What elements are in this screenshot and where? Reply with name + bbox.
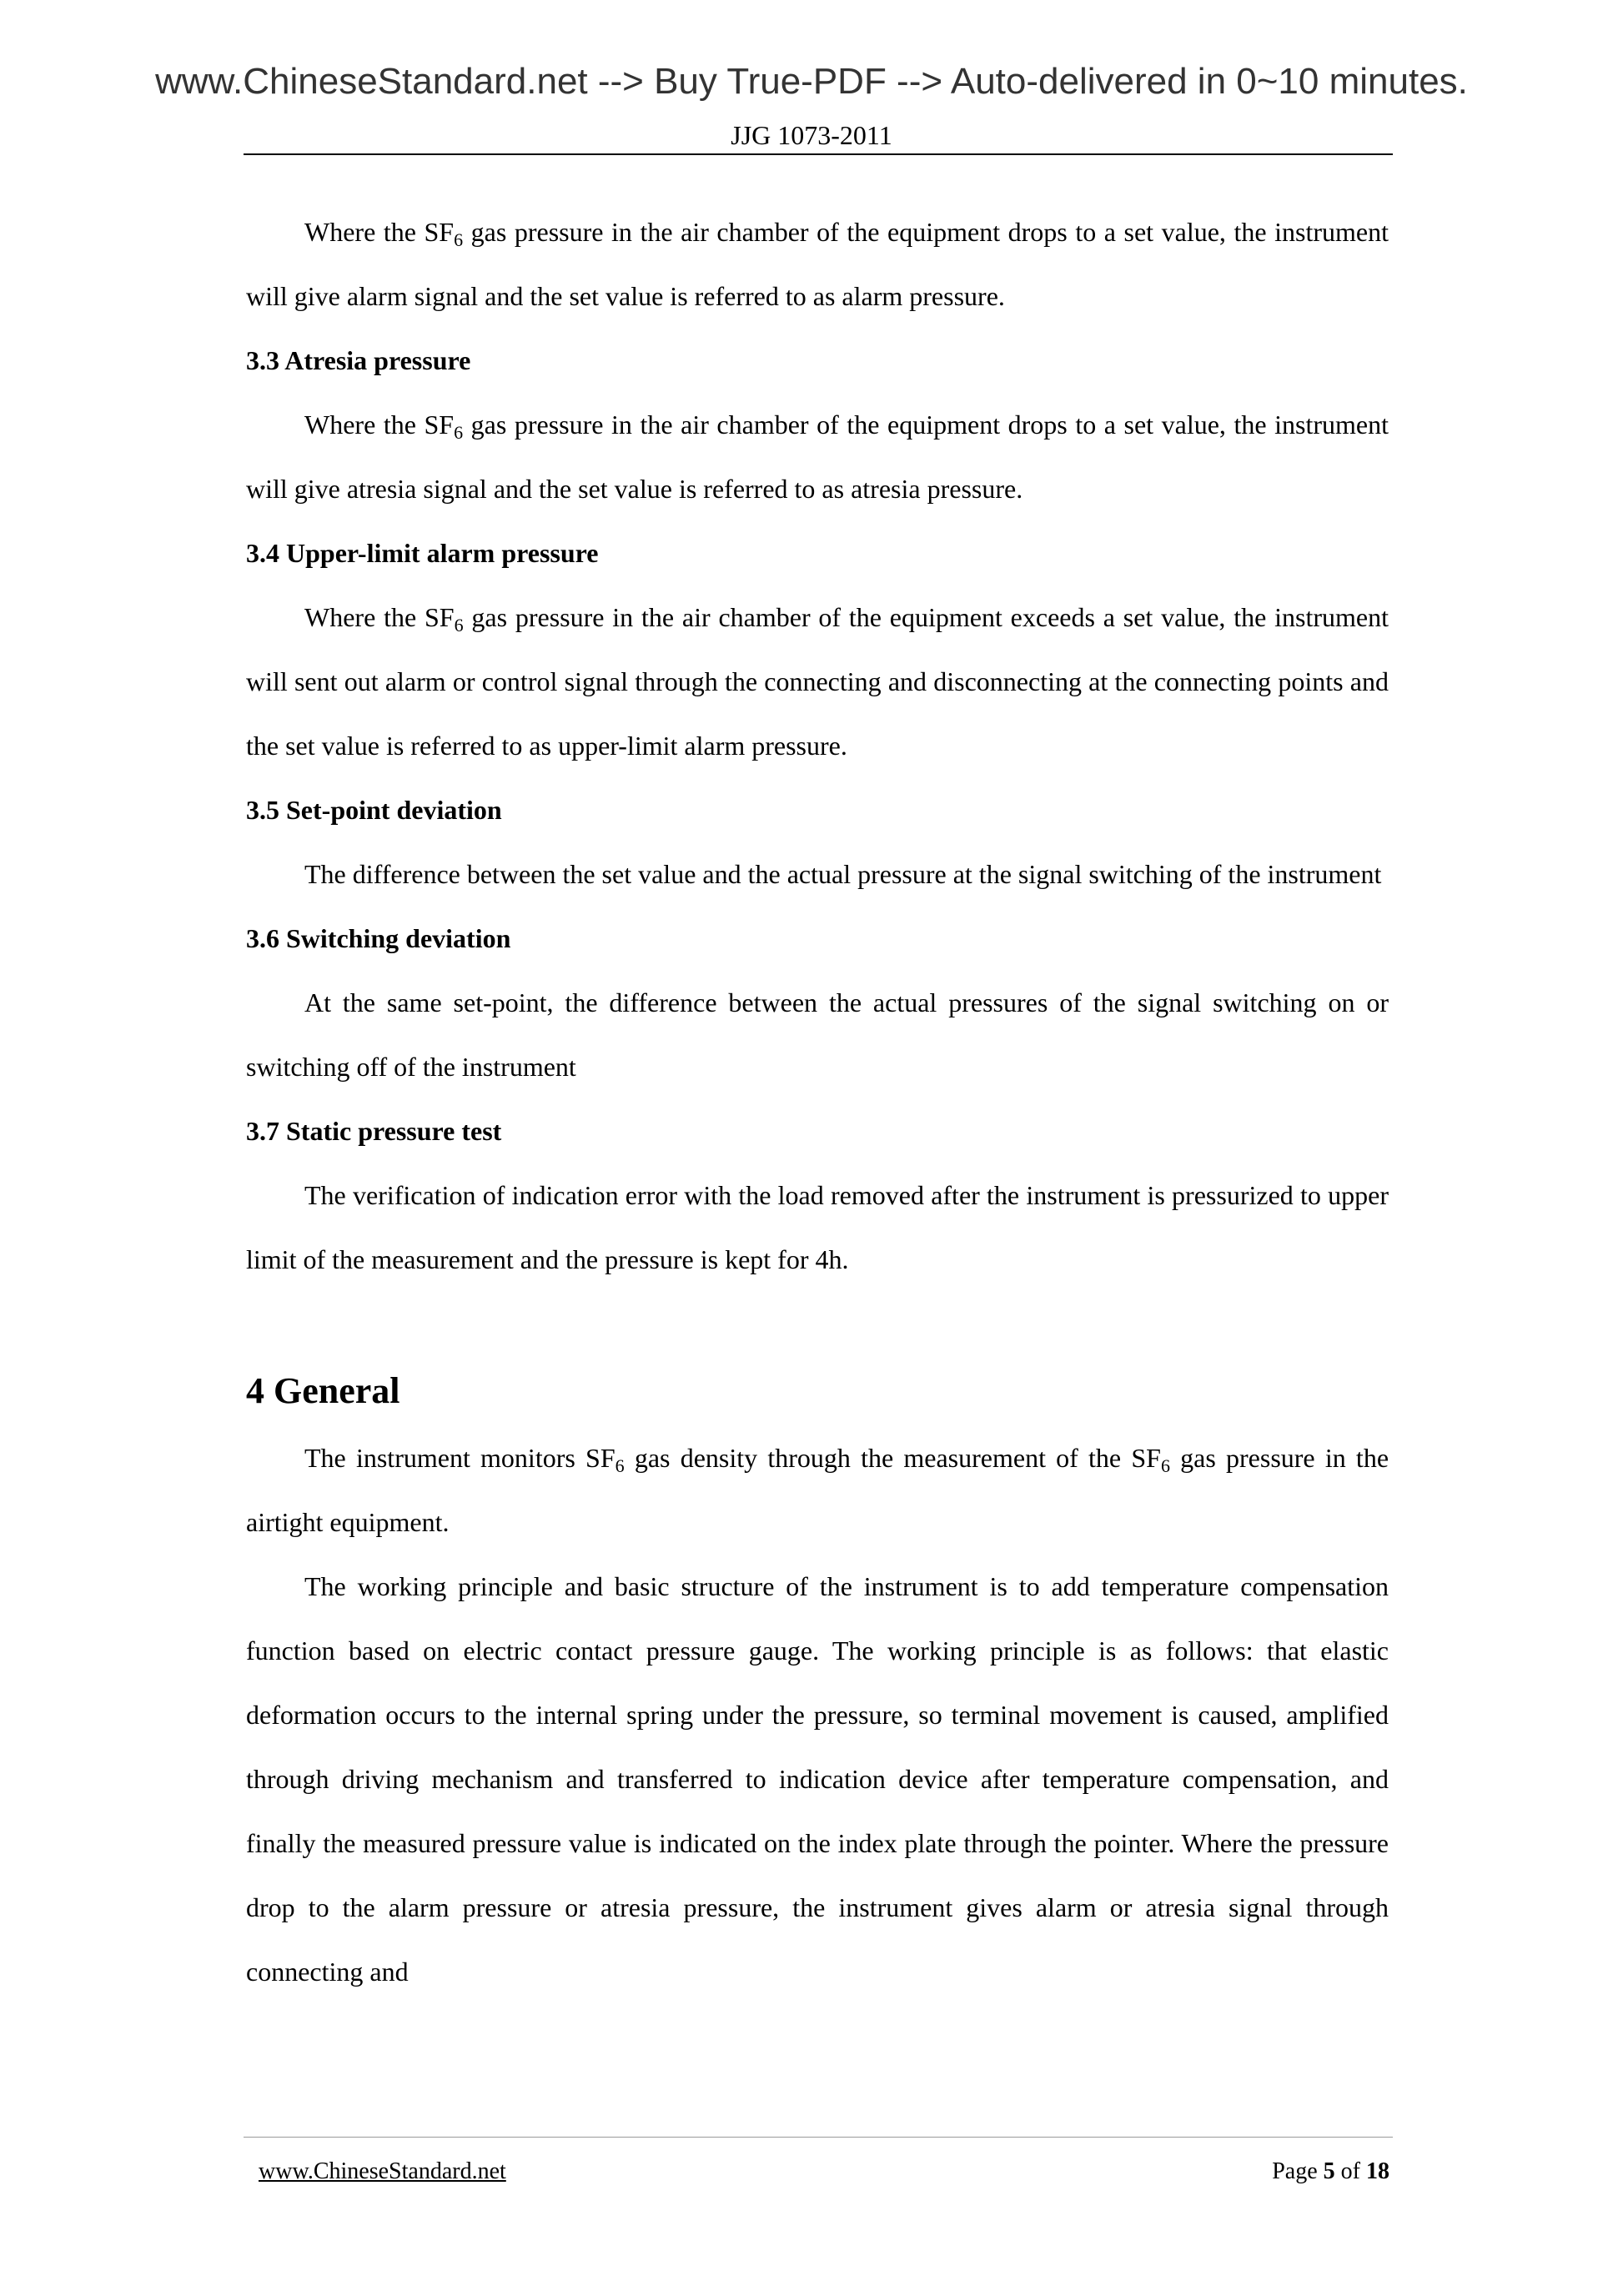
section-3-7-heading: 3.7 Static pressure test	[246, 1116, 502, 1146]
section-4-heading: 4 General	[246, 1370, 400, 1411]
section-3-3-paragraph: Where the $SF_6$ gas pressure in the air chamber of the equipment drops to a set value, the instrument will give atresia signal and the set value is referred to as atresia pressure.	[246, 409, 1389, 504]
header-divider	[244, 153, 1393, 155]
footer-website-link[interactable]: www.ChineseStandard.net	[259, 2158, 506, 2184]
section-3-5-heading: 3.5 Set-point deviation	[246, 795, 502, 825]
section-3-4-paragraph: Where the $SF_6$ gas pressure in the air chamber of the equipment exceeds a set value, the instrument will sent out alarm or control signal through the connecting and disconnecting at the connecting points and the set value is referred to as upper-limit alarm pressure.	[246, 602, 1389, 761]
page-body	[246, 200, 1389, 2004]
section-4-paragraph-1: The instrument monitors $SF_6$ gas density through the measurement of the $SF_6$ gas pressure in the airtight equipment.	[246, 1443, 1389, 1537]
section-3-6-heading: 3.6 Switching deviation	[246, 923, 511, 953]
alarm-pressure-paragraph: Where the $SF_6$ gas pressure in the air chamber of the equipment drops to a set value, the instrument will give alarm signal and the set value is referred to as alarm pressure.	[246, 217, 1389, 311]
page-number: Page 5 of 18	[1272, 2158, 1389, 2184]
document-id: JJG 1073-2011	[731, 120, 892, 150]
section-3-7-paragraph: The verification of indication error with the load removed after the instrument is pressurized to upper limit of the measurement and the pressure is kept for 4h.	[246, 1180, 1389, 1274]
section-3-5-paragraph: The difference between the set value and the actual pressure at the signal switching of the instrument	[304, 859, 1382, 889]
section-3-4-heading: 3.4 Upper-limit alarm pressure	[246, 538, 599, 568]
section-3-3-heading: 3.3 Atresia pressure	[246, 345, 471, 375]
section-4-paragraph-2: The working principle and basic structure of the instrument is to add temperature compensation function based on electric contact pressure gauge. The working principle is as follows: that elastic deformation occurs to the internal spring under the pressure, so terminal movement is caused, amplified through driving mechanism and transferred to indication device after temperature compensation, and finally the measured pressure value is indicated on the index plate through the pointer. Where the pressure drop to the alarm pressure or atresia pressure, the instrument gives alarm or atresia signal through connecting and	[246, 1571, 1389, 1987]
footer-divider	[244, 2137, 1393, 2138]
section-3-6-paragraph: At the same set-point, the difference between the actual pressures of the signal switching on or switching off of the instrument	[246, 987, 1389, 1082]
promo-banner: www.ChineseStandard.net --> Buy True-PDF --> Auto-delivered in 0~10 minutes.	[155, 61, 1468, 102]
